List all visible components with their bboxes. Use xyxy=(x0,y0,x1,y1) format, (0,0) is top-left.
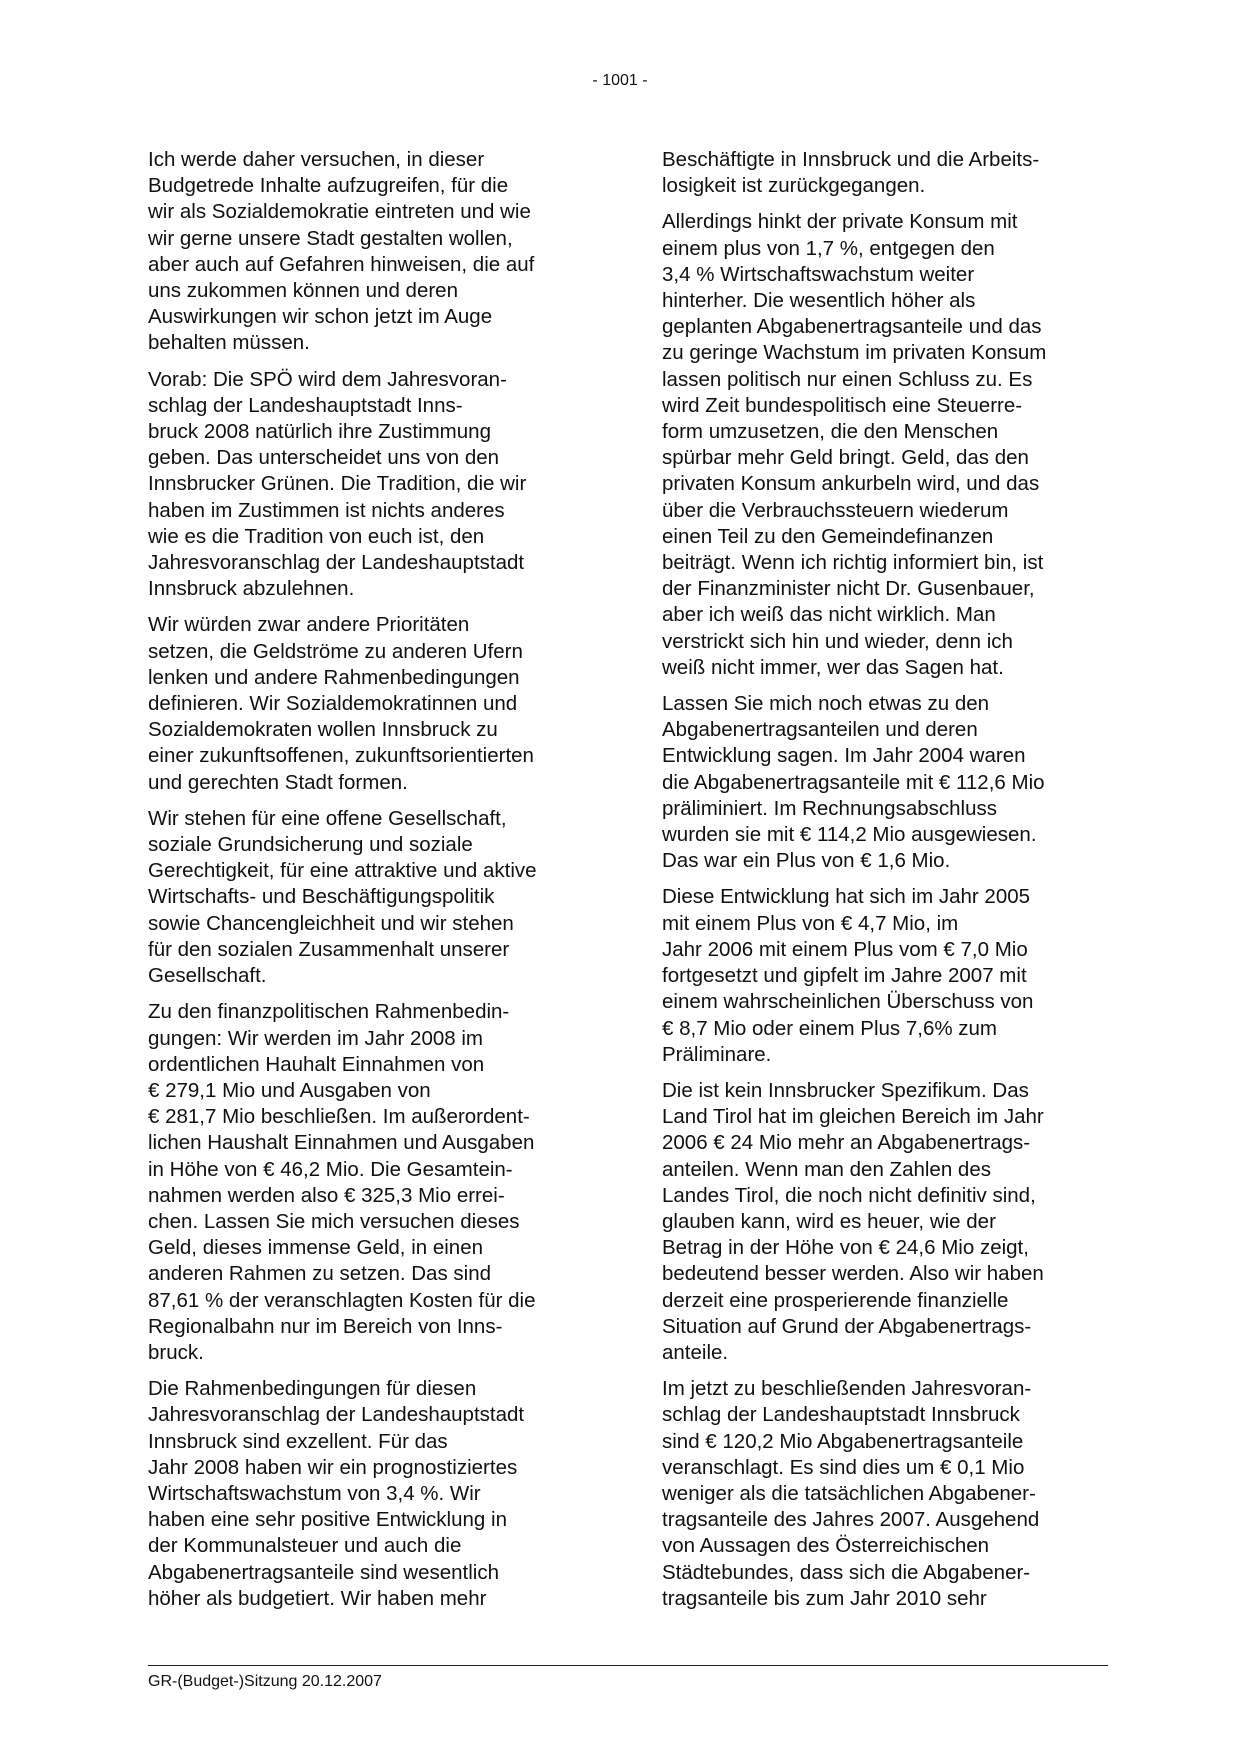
text-line: anteilen. Wenn man den Zahlen des xyxy=(662,1157,991,1181)
text-line: glauben kann, wird es heuer, wie der xyxy=(662,1209,996,1233)
text-line: wird Zeit bundespolitisch eine Steuerre- xyxy=(662,393,1023,417)
text-line: form umzusetzen, die den Menschen xyxy=(662,420,999,444)
text-line: wir als Sozialdemokratie eintreten und wie xyxy=(148,200,531,224)
paragraph xyxy=(148,367,592,603)
left-column xyxy=(148,147,592,1622)
text-line: Die Rahmenbedingungen für diesen xyxy=(148,1377,477,1401)
paragraph xyxy=(662,209,1106,681)
text-line: Innsbruck abzulehnen. xyxy=(148,577,355,601)
text-line: sind € 120,2 Mio Abgabenertragsanteile xyxy=(662,1429,1024,1453)
text-line: Abgabenertragsanteilen und deren xyxy=(662,718,978,742)
text-line: haben im Zustimmen ist nichts anderes xyxy=(148,498,505,522)
text-line: Geld, dieses immense Geld, in einen xyxy=(148,1236,484,1260)
text-line: lichen Haushalt Einnahmen und Ausgaben xyxy=(148,1131,535,1155)
text-line: anteile. xyxy=(662,1340,729,1364)
text-line: aber auch auf Gefahren hinweisen, die auf xyxy=(148,252,535,276)
text-line: sowie Chancengleichheit und wir stehen xyxy=(148,911,514,935)
text-line: zu geringe Wachstum im privaten Konsum xyxy=(662,341,1047,365)
text-line: über die Verbrauchssteuern wiederum xyxy=(662,498,1009,522)
text-line: Innsbrucker Grünen. Die Tradition, die wir xyxy=(148,472,527,496)
right-column xyxy=(662,147,1106,1622)
paragraph xyxy=(662,884,1106,1067)
text-line: tragsanteile bis zum Jahr 2010 sehr xyxy=(662,1586,987,1610)
text-line: nahmen werden also € 325,3 Mio errei- xyxy=(148,1183,505,1207)
text-line: von Aussagen des Österreichischen xyxy=(662,1534,990,1558)
text-line: Vorab: Die SPÖ wird dem Jahresvoran- xyxy=(148,367,507,391)
text-line: spürbar mehr Geld bringt. Geld, das den xyxy=(662,446,1029,470)
text-line: uns zukommen können und deren xyxy=(148,279,458,303)
text-line: Städtebundes, dass sich die Abgabener- xyxy=(662,1560,1031,1584)
text-line: Gesellschaft. xyxy=(148,964,267,988)
text-line: Abgabenertragsanteile sind wesentlich xyxy=(148,1560,500,1584)
footer-session-label: GR-(Budget-)Sitzung 20.12.2007 xyxy=(148,1673,382,1690)
paragraph xyxy=(148,999,592,1366)
text-line: Zu den finanzpolitischen Rahmenbedin- xyxy=(148,1000,510,1024)
text-line: Jahr 2008 haben wir ein prognostiziertes xyxy=(148,1455,518,1479)
text-line: Auswirkungen wir schon jetzt im Auge xyxy=(148,305,493,329)
text-line: Entwicklung sagen. Im Jahr 2004 waren xyxy=(662,744,1026,768)
text-line: Jahresvoranschlag der Landeshauptstadt xyxy=(148,1403,525,1427)
text-line: der Kommunalsteuer und auch die xyxy=(148,1534,462,1558)
text-line: beiträgt. Wenn ich richtig informiert bin, ist xyxy=(662,551,1044,575)
text-line: Sozialdemokraten wollen Innsbruck zu xyxy=(148,718,498,742)
text-line: Jahresvoranschlag der Landeshauptstadt xyxy=(148,551,525,575)
paragraph xyxy=(662,1078,1106,1366)
text-line: Budgetrede Inhalte aufzugreifen, für die xyxy=(148,174,509,198)
text-line: lassen politisch nur einen Schluss zu. Es xyxy=(662,367,1033,391)
text-line: in Höhe von € 46,2 Mio. Die Gesamtein- xyxy=(148,1157,513,1181)
text-line: Regionalbahn nur im Bereich von Inns- xyxy=(148,1314,503,1338)
text-line: Beschäftigte in Innsbruck und die Arbeits- xyxy=(662,148,1040,171)
text-line: Die ist kein Innsbrucker Spezifikum. Das xyxy=(662,1078,1029,1102)
text-line: geben. Das unterscheidet uns von den xyxy=(148,446,500,470)
text-line: Allerdings hinkt der private Konsum mit xyxy=(662,210,1018,234)
text-line: für den sozialen Zusammenhalt unserer xyxy=(148,937,510,961)
text-line: höher als budgetiert. Wir haben mehr xyxy=(148,1586,487,1610)
text-line: Landes Tirol, die noch nicht definitiv sind, xyxy=(662,1183,1036,1207)
text-line: Innsbruck sind exzellent. Für das xyxy=(148,1429,448,1453)
page-number: - 1001 - xyxy=(592,72,648,89)
text-line: lenken und andere Rahmenbedingungen xyxy=(148,665,520,689)
text-line: Gerechtigkeit, für eine attraktive und aktive xyxy=(148,859,537,883)
paragraph xyxy=(148,612,592,795)
paragraph xyxy=(662,1376,1106,1612)
text-line: chen. Lassen Sie mich versuchen dieses xyxy=(148,1209,520,1233)
text-line: Land Tirol hat im gleichen Bereich im Jahr xyxy=(662,1105,1044,1129)
text-line: € 8,7 Mio oder einem Plus 7,6% zum xyxy=(662,1016,997,1040)
text-line: veranschlagt. Es sind dies um € 0,1 Mio xyxy=(662,1455,1025,1479)
text-line: wir gerne unsere Stadt gestalten wollen, xyxy=(148,226,513,250)
text-line: weiß nicht immer, wer das Sagen hat. xyxy=(662,655,1004,679)
text-line: Wir stehen für eine offene Gesellschaft, xyxy=(148,806,507,830)
text-line: verstrickt sich hin und wieder, denn ich xyxy=(662,629,1013,653)
text-line: einem plus von 1,7 %, entgegen den xyxy=(662,236,995,260)
text-line: bruck 2008 natürlich ihre Zustimmung xyxy=(148,420,491,444)
text-line: Diese Entwicklung hat sich im Jahr 2005 xyxy=(662,885,1031,909)
text-line: € 279,1 Mio und Ausgaben von xyxy=(148,1078,431,1102)
text-line: Wirtschafts- und Beschäftigungspolitik xyxy=(148,885,495,909)
text-line: haben eine sehr positive Entwicklung in xyxy=(148,1508,507,1532)
text-line: Das war ein Plus von € 1,6 Mio. xyxy=(662,849,951,873)
text-line: tragsanteile des Jahres 2007. Ausgehend xyxy=(662,1508,1040,1532)
text-line: bruck. xyxy=(148,1340,204,1364)
text-line: wurden sie mit € 114,2 Mio ausgewiesen. xyxy=(662,823,1037,847)
text-line: Jahr 2006 mit einem Plus vom € 7,0 Mio xyxy=(662,937,1028,961)
text-line: aber ich weiß das nicht wirklich. Man xyxy=(662,603,996,627)
text-line: anderen Rahmen zu setzen. Das sind xyxy=(148,1262,492,1286)
text-line: weniger als die tatsächlichen Abgabener- xyxy=(662,1481,1036,1505)
text-line: schlag der Landeshauptstadt Inns- xyxy=(148,393,463,417)
footer-divider xyxy=(148,1665,1108,1666)
text-line: einen Teil zu den Gemeindefinanzen xyxy=(662,524,994,548)
text-line: einer zukunftsoffenen, zukunftsorientierten xyxy=(148,744,534,768)
text-line: privaten Konsum ankurbeln wird, und das xyxy=(662,472,1040,496)
paragraph xyxy=(662,147,1106,199)
text-line: Betrag in der Höhe von € 24,6 Mio zeigt, xyxy=(662,1236,1029,1260)
text-line: Wirtschaftswachstum von 3,4 %. Wir xyxy=(148,1481,481,1505)
text-line: präliminiert. Im Rechnungsabschluss xyxy=(662,796,997,820)
text-line: behalten müssen. xyxy=(148,331,310,355)
text-line: schlag der Landeshauptstadt Innsbruck xyxy=(662,1403,1020,1427)
text-line: fortgesetzt und gipfelt im Jahre 2007 mit xyxy=(662,964,1027,988)
text-line: einem wahrscheinlichen Überschuss von xyxy=(662,990,1034,1014)
text-line: der Finanzminister nicht Dr. Gusenbauer, xyxy=(662,577,1035,601)
text-line: ordentlichen Hauhalt Einnahmen von xyxy=(148,1052,485,1076)
text-line: Im jetzt zu beschließenden Jahresvoran- xyxy=(662,1377,1032,1401)
text-line: 3,4 % Wirtschaftswachstum weiter xyxy=(662,262,975,286)
text-line: bedeutend besser werden. Also wir haben xyxy=(662,1262,1044,1286)
text-line: wie es die Tradition von euch ist, den xyxy=(148,524,485,548)
paragraph xyxy=(148,147,592,357)
text-line: 87,61 % der veranschlagten Kosten für die xyxy=(148,1288,536,1312)
paragraph xyxy=(662,691,1106,874)
text-line: und gerechten Stadt formen. xyxy=(148,770,408,794)
text-line: Lassen Sie mich noch etwas zu den xyxy=(662,692,990,716)
text-line: hinterher. Die wesentlich höher als xyxy=(662,289,976,313)
text-line: € 281,7 Mio beschließen. Im außerordent- xyxy=(148,1105,530,1129)
text-line: soziale Grundsicherung und soziale xyxy=(148,833,473,857)
text-line: Wir würden zwar andere Prioritäten xyxy=(148,613,470,637)
text-line: derzeit eine prosperierende finanzielle xyxy=(662,1288,1009,1312)
text-line: 2006 € 24 Mio mehr an Abgabenertrags- xyxy=(662,1131,1031,1155)
text-line: Präliminare. xyxy=(662,1042,772,1066)
text-line: definieren. Wir Sozialdemokratinnen und xyxy=(148,692,518,716)
paragraph xyxy=(148,1376,592,1612)
text-line: mit einem Plus von € 4,7 Mio, im xyxy=(662,911,959,935)
text-line: Situation auf Grund der Abgabenertrags- xyxy=(662,1314,1032,1338)
text-line: gungen: Wir werden im Jahr 2008 im xyxy=(148,1026,483,1050)
text-line: setzen, die Geldströme zu anderen Ufern xyxy=(148,639,523,663)
text-line: die Abgabenertragsanteile mit € 112,6 Mio xyxy=(662,770,1045,794)
paragraph xyxy=(148,806,592,989)
text-line: losigkeit ist zurückgegangen. xyxy=(662,174,926,198)
text-line: geplanten Abgabenertragsanteile und das xyxy=(662,315,1042,339)
text-line: Ich werde daher versuchen, in dieser xyxy=(148,148,485,171)
